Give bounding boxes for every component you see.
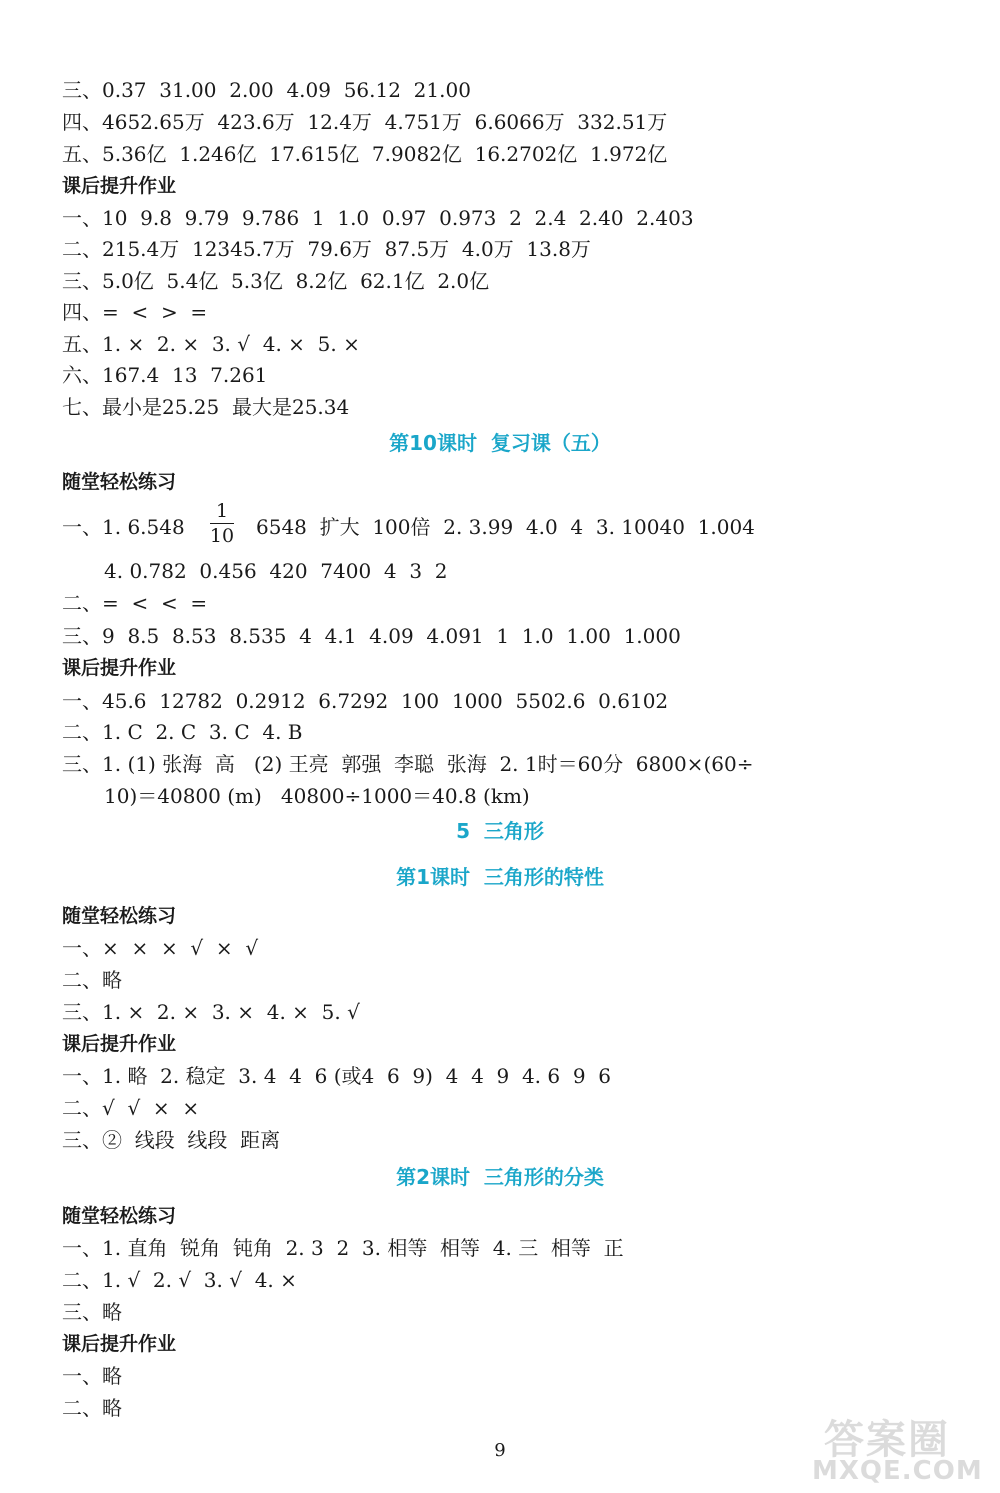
answer-line: 七、最小是25.25 最大是25.34	[62, 395, 350, 419]
answer-line: 一、× × × √ × √	[62, 936, 259, 960]
fraction-numerator: 1	[215, 500, 229, 522]
section-heading: 课后提升作业	[62, 657, 177, 679]
answer-line: 三、0.37 31.00 2.00 4.09 56.12 21.00	[62, 78, 471, 102]
section-heading: 随堂轻松练习	[62, 471, 177, 493]
answer-line: 二、√ √ × ×	[62, 1096, 200, 1120]
section-heading: 随堂轻松练习	[62, 1205, 177, 1227]
answer-line: 一、1. 6.548	[62, 515, 185, 539]
answer-line: 三、9 8.5 8.53 8.535 4 4.1 4.09 4.091 1 1.0 1.00 1.000	[62, 624, 681, 648]
section-heading: 随堂轻松练习	[62, 905, 177, 927]
answer-line: 四、4652.65万 423.6万 12.4万 4.751万 6.6066万 332.51万	[62, 110, 668, 134]
page-number: 9	[494, 1440, 506, 1461]
answer-line: 二、215.4万 12345.7万 79.6万 87.5万 4.0万 13.8万	[62, 237, 591, 261]
answer-line: 4. 0.782 0.456 420 7400 4 3 2	[104, 559, 448, 583]
answer-line: 二、略	[62, 1396, 122, 1420]
answer-line: 二、略	[62, 968, 122, 992]
watermark-text: 答案圈	[824, 1417, 950, 1463]
answer-line: 一、1. 略 2. 稳定 3. 4 4 6 (或4 6 9) 4 4 9 4. 6 9 6	[62, 1064, 611, 1088]
section-heading: 课后提升作业	[62, 1033, 177, 1055]
answer-line: 三、1. (1) 张海 高 (2) 王亮 郭强 李聪 张海 2. 1时＝60分 6800×(60÷	[62, 752, 754, 776]
fraction-bar	[210, 523, 234, 524]
watermark-url: MXQE.COM	[812, 1456, 983, 1486]
answer-line: 二、= < < =	[62, 591, 208, 615]
section-heading: 课后提升作业	[62, 175, 177, 197]
fraction	[206, 500, 238, 547]
answer-line: 二、1. C 2. C 3. C 4. B	[62, 720, 303, 744]
answer-line: 一、45.6 12782 0.2912 6.7292 100 1000 5502.6 0.6102	[62, 689, 669, 713]
answer-line: 一、1. 直角 锐角 钝角 2. 3 2 3. 相等 相等 4. 三 相等 正	[62, 1236, 624, 1260]
answer-line: 一、略	[62, 1364, 122, 1388]
section-heading: 课后提升作业	[62, 1333, 177, 1355]
lesson-title: 第2课时 三角形的分类	[396, 1165, 604, 1189]
answer-line: 六、167.4 13 7.261	[62, 363, 268, 387]
fraction-denominator: 10	[209, 525, 235, 547]
answer-line: 三、1. × 2. × 3. × 4. × 5. √	[62, 1000, 360, 1024]
lesson-title: 第1课时 三角形的特性	[396, 865, 604, 889]
answer-line: 三、略	[62, 1300, 122, 1324]
answer-line: 一、10 9.8 9.79 9.786 1 1.0 0.97 0.973 2 2.4 2.40 2.403	[62, 206, 694, 230]
answer-line: 10)＝40800 (m) 40800÷1000＝40.8 (km)	[104, 784, 530, 808]
answer-line: 6548 扩大 100倍 2. 3.99 4.0 4 3. 10040 1.004	[256, 515, 755, 539]
answer-line: 二、1. √ 2. √ 3. √ 4. ×	[62, 1268, 297, 1292]
answer-line: 三、5.0亿 5.4亿 5.3亿 8.2亿 62.1亿 2.0亿	[62, 269, 490, 293]
answer-line: 四、= < > =	[62, 300, 208, 324]
answer-line: 五、5.36亿 1.246亿 17.615亿 7.9082亿 16.2702亿 1.972亿	[62, 142, 668, 166]
answer-line: 五、1. × 2. × 3. √ 4. × 5. ×	[62, 332, 360, 356]
watermark-logo	[812, 1408, 982, 1488]
answer-line: 三、② 线段 线段 距离	[62, 1128, 281, 1152]
chapter-title: 5 三角形	[456, 819, 544, 843]
lesson-title: 第10课时 复习课（五）	[389, 431, 611, 455]
